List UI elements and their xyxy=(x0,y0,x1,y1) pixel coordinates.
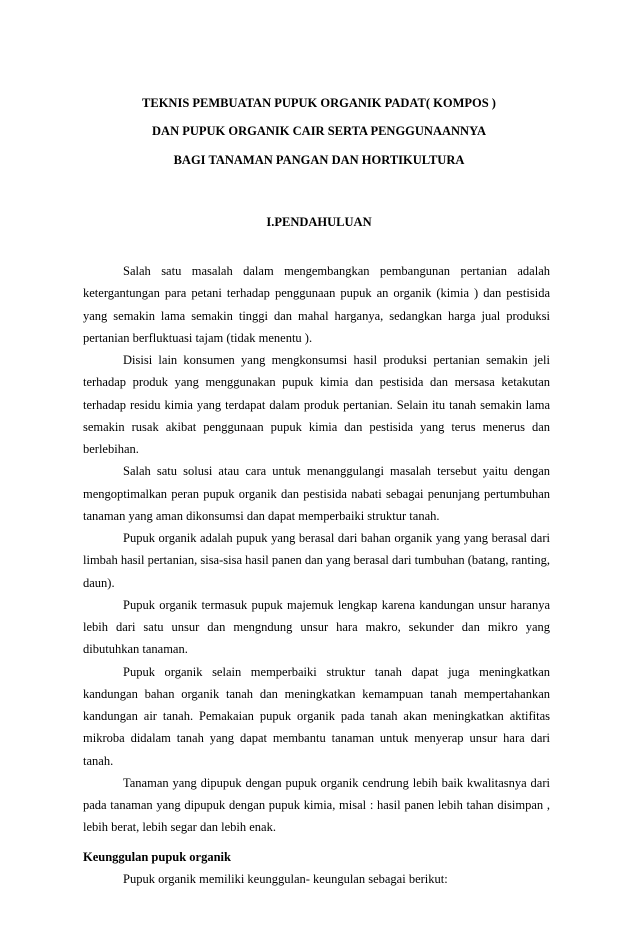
advantages-heading: Keunggulan pupuk organik xyxy=(83,850,231,864)
section-heading: I.PENDAHULUAN xyxy=(266,215,372,229)
paragraph: Salah satu solusi atau cara untuk menanggulangi masalah tersebut yaitu dengan mengoptimalkan peran pupuk organik dan pestisida nabati sebagai penunjang pertumbuhan tanaman yang aman dikonsumsi dan dapat memperbaiki struktur tanah. xyxy=(83,464,550,523)
paragraph: Pupuk organik selain memperbaiki struktur tanah dapat juga meningkatkan kandungan bahan organik tanah dan meningkatkan kemampuan tanah mempertahankan kandungan air tanah. Pemakaian pupuk organik pada tanah akan meningkatkan aktifitas mikroba didalam tanah yang dapat membantu tanaman untuk menyerap unsur hara dari tanah. xyxy=(83,664,550,768)
paragraph: Pupuk organik termasuk pupuk majemuk lengkap karena kandungan unsur haranya lebih dari satu unsur dan mengndung unsur hara makro, sekunder dan mikro yang dibutuhkan tanaman. xyxy=(83,597,550,657)
paragraph: Disisi lain konsumen yang mengkonsumsi hasil produksi pertanian semakin jeli terhadap produk yang menggunakan pupuk kimia dan pestisida dan mersasa ketakutan terhadap residu kimia yang terdapat dalam produk pertanian. Selain itu tanah semakin lama semakin rusak akibat penggunaan pupuk kimia dan pestisida yang terus menerus dan berlebihan. xyxy=(83,353,550,456)
advantages-intro: Pupuk organik memiliki keunggulan- keungulan sebagai berikut: xyxy=(123,872,448,886)
document-title-line-1: TEKNIS PEMBUATAN PUPUK ORGANIK PADAT( KOMPOS ) xyxy=(142,96,496,110)
paragraph: Pupuk organik adalah pupuk yang berasal dari bahan organik yang yang berasal dari limbah hasil pertanian, sisa-sisa hasil panen dan yang berasal dari tumbuhan (batang, ranting, daun). xyxy=(83,531,550,590)
paragraph: Tanaman yang dipupuk dengan pupuk organik cendrung lebih baik kwalitasnya dari pada tanaman yang dipupuk dengan pupuk kimia, misal : hasil panen lebih tahan disimpan , lebih berat, lebih segar dan lebih enak. xyxy=(83,775,550,835)
section-body xyxy=(83,260,550,839)
paragraph: Salah satu masalah dalam mengembangkan pembangunan pertanian adalah ketergantungan para petani terhadap penggunaan pupuk an organik (kimia ) dan pestisida yang semakin lama semakin tinggi dan mahal harganya, sedangkan harga jual produksi pertanian berfluktuasi tajam (tidak menentu ). xyxy=(83,264,550,345)
document-title-line-3: BAGI TANAMAN PANGAN DAN HORTIKULTURA xyxy=(173,153,465,167)
document-title-line-2: DAN PUPUK ORGANIK CAIR SERTA PENGGUNAANNYA xyxy=(152,124,486,138)
